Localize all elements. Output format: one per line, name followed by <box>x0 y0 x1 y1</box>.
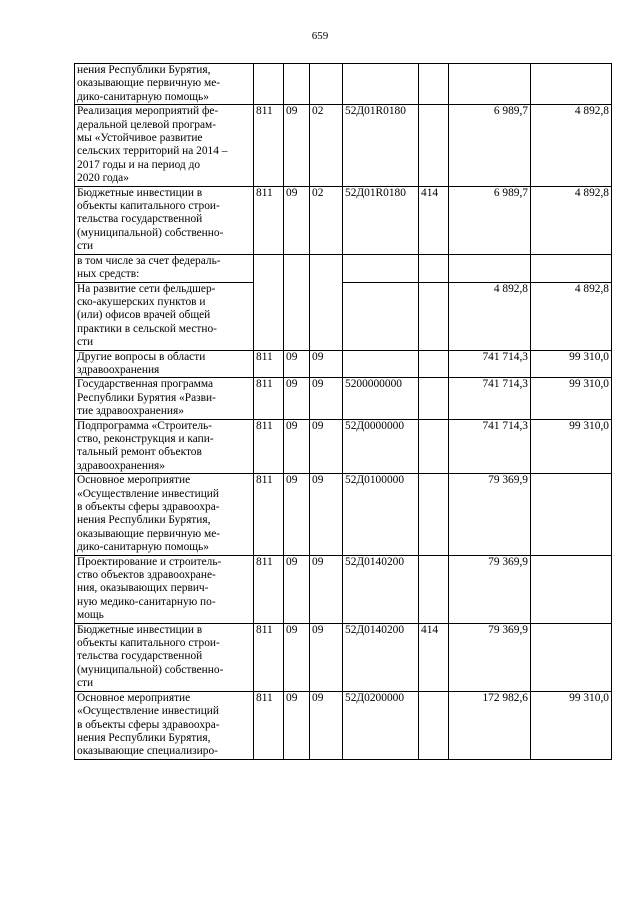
section-cell: 09 <box>284 691 310 759</box>
subsection-cell: 09 <box>310 623 343 691</box>
amount-cell-1 <box>449 64 531 105</box>
amount-cell-2: 99 310,0 <box>531 691 612 759</box>
expense-type-cell <box>419 555 449 623</box>
expense-type-cell <box>419 691 449 759</box>
section-cell: 09 <box>284 623 310 691</box>
expense-type-cell <box>419 350 449 378</box>
amount-cell-1: 4 892,8 <box>449 282 531 350</box>
table-row <box>75 64 612 105</box>
amount-cell-2 <box>531 64 612 105</box>
row-name-cell: Государственная программа Республики Бурятия «Разви- тие здравоохранения» <box>75 378 254 419</box>
section-cell: 09 <box>284 419 310 474</box>
row-name-cell: Реализация мероприятий фе- деральной целевой програм- мы «Устойчивое развитие сельских территорий на 2014 – 2017 годы и на период до 2020 года» <box>75 105 254 186</box>
amount-cell-1: 741 714,3 <box>449 419 531 474</box>
target-article-cell: 52Д0000000 <box>343 419 419 474</box>
ved-cell: 811 <box>254 105 284 186</box>
target-article-cell <box>343 254 419 282</box>
subsection-cell <box>310 254 343 350</box>
subsection-cell <box>310 64 343 105</box>
amount-cell-1: 79 369,9 <box>449 623 531 691</box>
table-row <box>75 419 612 474</box>
row-name-cell: Основное мероприятие «Осуществление инвестиций в объекты сферы здравоохра- нения Республики Бурятия, оказывающие специализиро- <box>75 691 254 759</box>
ved-cell: 811 <box>254 555 284 623</box>
subsection-cell: 09 <box>310 419 343 474</box>
amount-cell-2: 4 892,8 <box>531 186 612 254</box>
section-cell: 09 <box>284 186 310 254</box>
expense-type-cell <box>419 105 449 186</box>
expense-type-cell <box>419 419 449 474</box>
amount-cell-1 <box>449 254 531 282</box>
row-name-cell: Подпрограмма «Строитель- ство, реконструкция и капи- тальный ремонт объектов здравоохранения» <box>75 419 254 474</box>
budget-table <box>74 63 612 760</box>
subsection-cell: 09 <box>310 555 343 623</box>
ved-cell: 811 <box>254 350 284 378</box>
section-cell: 09 <box>284 555 310 623</box>
expense-type-cell <box>419 64 449 105</box>
amount-cell-2: 99 310,0 <box>531 350 612 378</box>
row-name-cell: в том числе за счет федераль- ных средств: <box>75 254 254 282</box>
table-row <box>75 350 612 378</box>
ved-cell <box>254 64 284 105</box>
page-number: 659 <box>311 30 329 42</box>
subsection-cell: 09 <box>310 691 343 759</box>
amount-cell-2: 99 310,0 <box>531 419 612 474</box>
row-name-cell: Основное мероприятие «Осуществление инвестиций в объекты сферы здравоохра- нения Республики Бурятия, оказывающие первичную ме- дико-санитарную помощь» <box>75 474 254 555</box>
target-article-cell: 52Д01R0180 <box>343 105 419 186</box>
row-name-cell: Бюджетные инвестиции в объекты капитального строи- тельства государственной (муниципальной) собственно- сти <box>75 623 254 691</box>
section-cell <box>284 64 310 105</box>
ved-cell: 811 <box>254 623 284 691</box>
table-row <box>75 186 612 254</box>
row-name-cell: Другие вопросы в области здравоохранения <box>75 350 254 378</box>
subsection-cell: 09 <box>310 350 343 378</box>
row-name-cell: Проектирование и строитель- ство объектов здравоохране- ния, оказывающих первич- ную медико-санитарную по- мощь <box>75 555 254 623</box>
ved-cell: 811 <box>254 419 284 474</box>
amount-cell-1: 79 369,9 <box>449 474 531 555</box>
target-article-cell <box>343 64 419 105</box>
ved-cell: 811 <box>254 186 284 254</box>
amount-cell-2: 4 892,8 <box>531 282 612 350</box>
table-row <box>75 254 612 282</box>
row-name-cell: Бюджетные инвестиции в объекты капитального строи- тельства государственной (муниципальной) собственно- сти <box>75 186 254 254</box>
expense-type-cell <box>419 474 449 555</box>
amount-cell-1: 79 369,9 <box>449 555 531 623</box>
table-row <box>75 474 612 555</box>
expense-type-cell: 414 <box>419 186 449 254</box>
section-cell <box>284 254 310 350</box>
target-article-cell: 52Д01R0180 <box>343 186 419 254</box>
target-article-cell: 5200000000 <box>343 378 419 419</box>
subsection-cell: 02 <box>310 186 343 254</box>
section-cell: 09 <box>284 474 310 555</box>
table-row <box>75 282 612 350</box>
target-article-cell: 52Д0100000 <box>343 474 419 555</box>
ved-cell: 811 <box>254 691 284 759</box>
ved-cell: 811 <box>254 378 284 419</box>
subsection-cell: 09 <box>310 474 343 555</box>
table-row <box>75 105 612 186</box>
amount-cell-1: 741 714,3 <box>449 378 531 419</box>
target-article-cell <box>343 350 419 378</box>
amount-cell-2 <box>531 254 612 282</box>
expense-type-cell <box>419 254 449 282</box>
target-article-cell <box>343 282 419 350</box>
ved-cell: 811 <box>254 474 284 555</box>
target-article-cell: 52Д0140200 <box>343 623 419 691</box>
table-row <box>75 378 612 419</box>
target-article-cell: 52Д0200000 <box>343 691 419 759</box>
section-cell: 09 <box>284 105 310 186</box>
table-row <box>75 555 612 623</box>
expense-type-cell <box>419 378 449 419</box>
table-row <box>75 623 612 691</box>
amount-cell-1: 6 989,7 <box>449 186 531 254</box>
amount-cell-2: 99 310,0 <box>531 378 612 419</box>
amount-cell-2: 4 892,8 <box>531 105 612 186</box>
budget-table-body <box>75 64 612 760</box>
section-cell: 09 <box>284 350 310 378</box>
expense-type-cell <box>419 282 449 350</box>
subsection-cell: 02 <box>310 105 343 186</box>
section-cell: 09 <box>284 378 310 419</box>
target-article-cell: 52Д0140200 <box>343 555 419 623</box>
ved-cell <box>254 254 284 350</box>
amount-cell-1: 6 989,7 <box>449 105 531 186</box>
amount-cell-1: 741 714,3 <box>449 350 531 378</box>
expense-type-cell: 414 <box>419 623 449 691</box>
row-name-cell: нения Республики Бурятия, оказывающие первичную ме- дико-санитарную помощь» <box>75 64 254 105</box>
amount-cell-1: 172 982,6 <box>449 691 531 759</box>
amount-cell-2 <box>531 623 612 691</box>
subsection-cell: 09 <box>310 378 343 419</box>
amount-cell-2 <box>531 474 612 555</box>
amount-cell-2 <box>531 555 612 623</box>
table-row <box>75 691 612 759</box>
row-name-cell: На развитие сети фельдшер- ско-акушерских пунктов и (или) офисов врачей общей практики в сельской местно- сти <box>75 282 254 350</box>
